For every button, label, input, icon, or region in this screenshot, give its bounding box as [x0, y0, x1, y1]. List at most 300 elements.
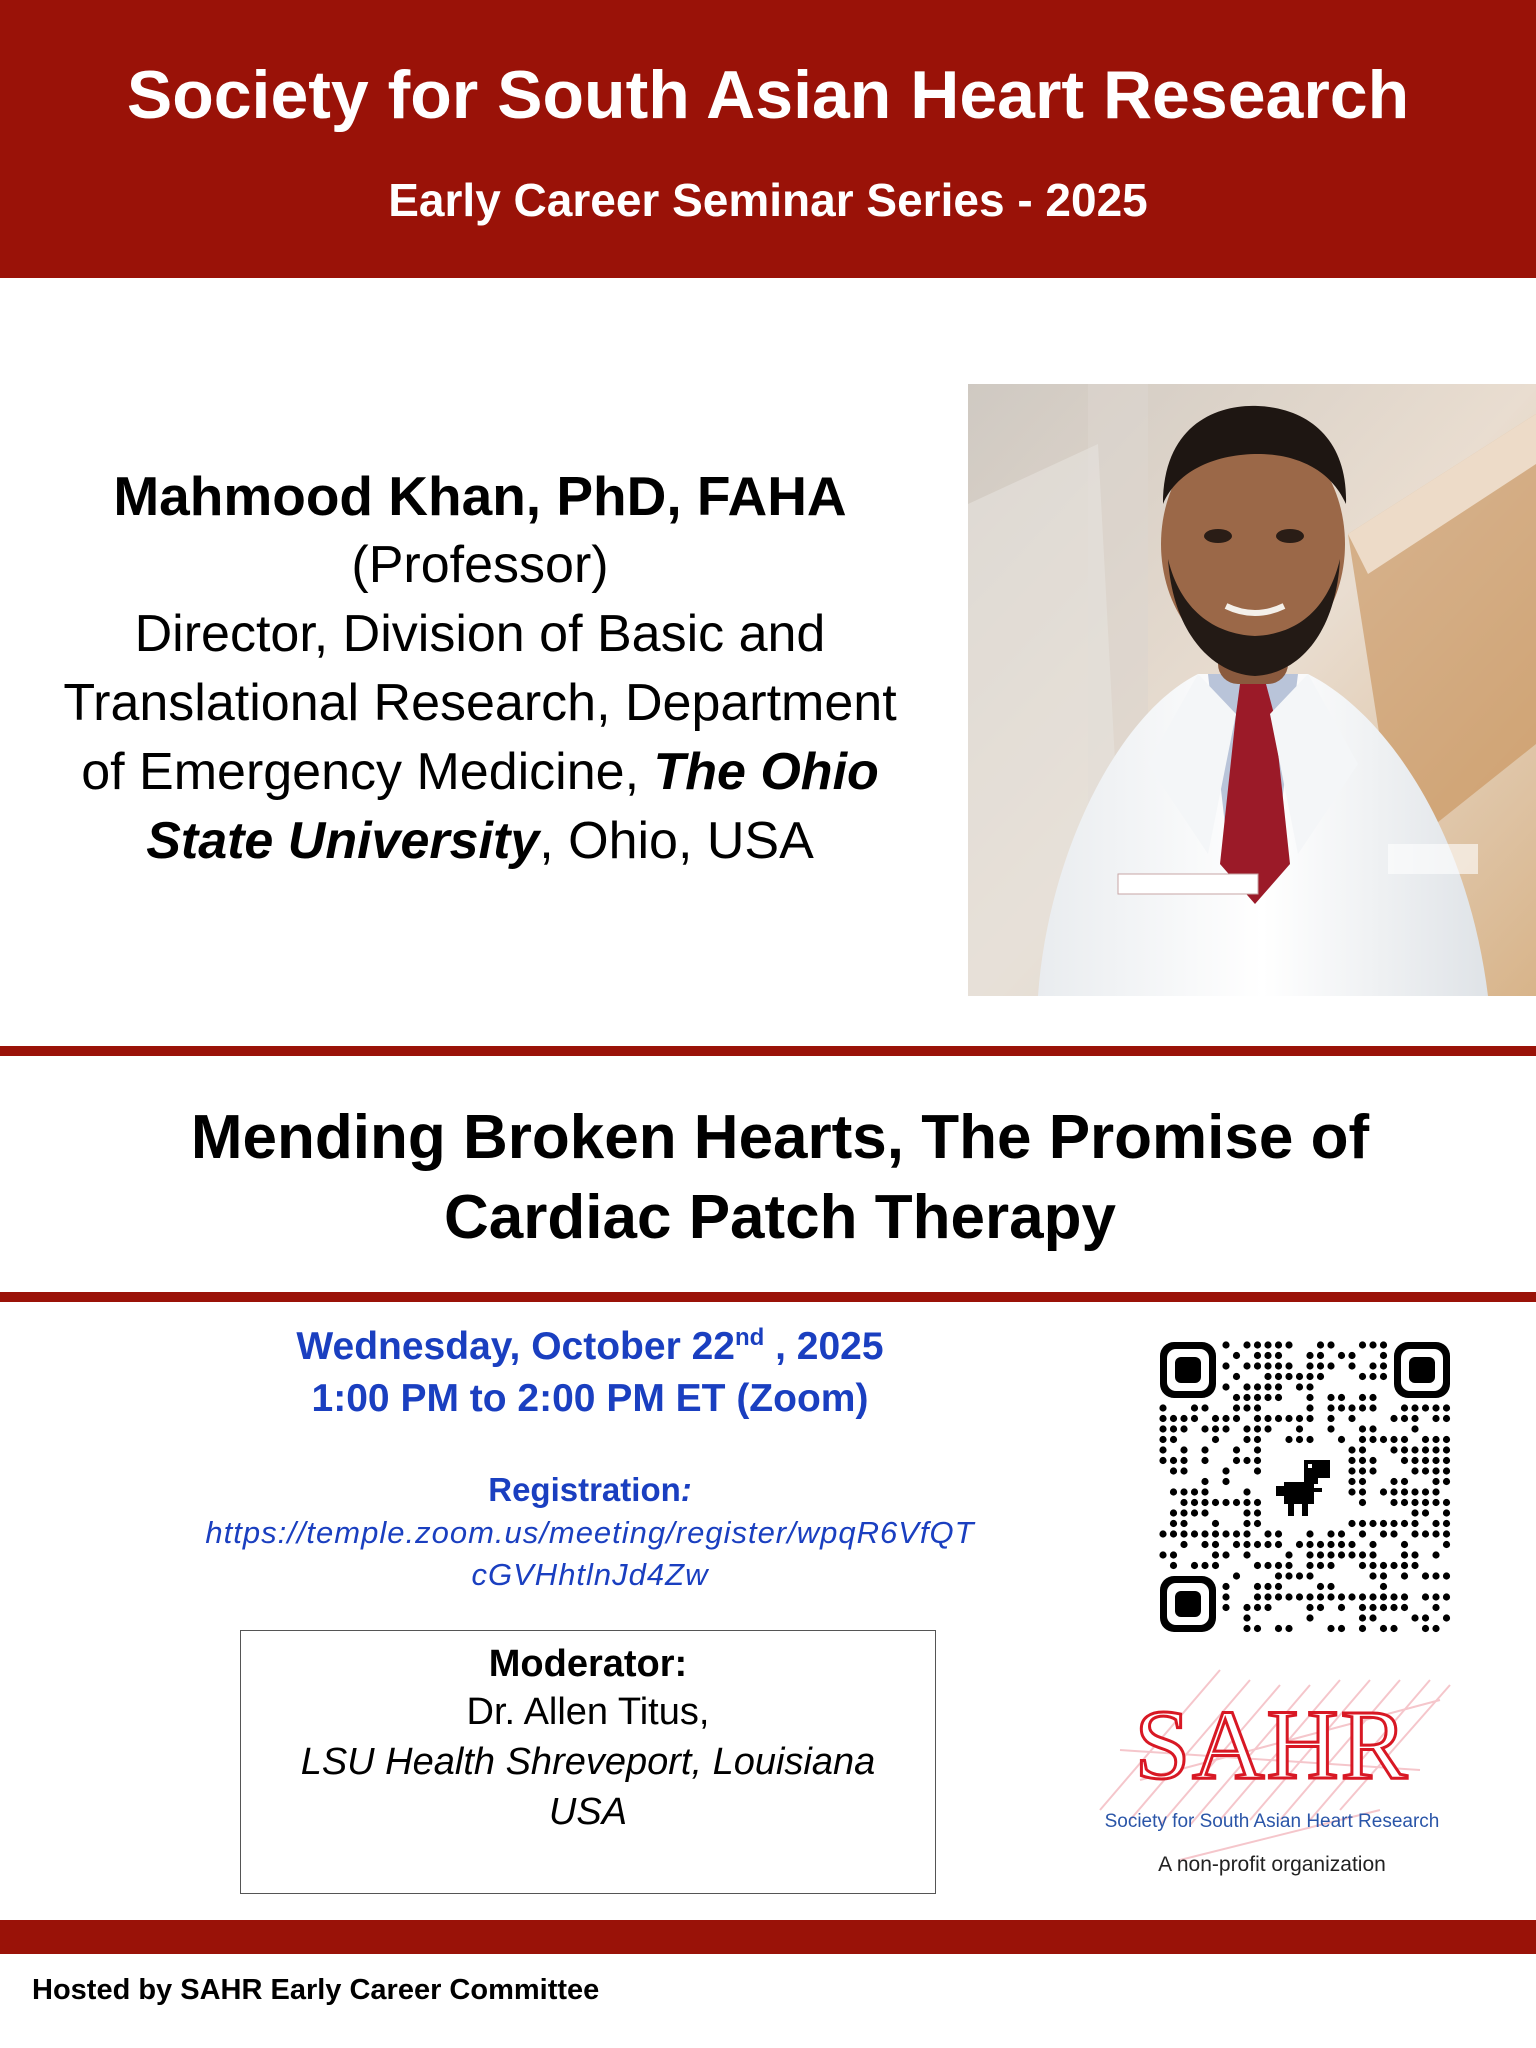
qr-module [1191, 1509, 1198, 1516]
qr-module [1254, 1352, 1261, 1359]
qr-module [1369, 1520, 1376, 1527]
qr-module [1306, 1436, 1313, 1443]
qr-module [1306, 1530, 1313, 1537]
qr-module [1401, 1499, 1408, 1506]
qr-module [1348, 1488, 1355, 1495]
qr-module [1191, 1415, 1198, 1422]
qr-module [1369, 1373, 1376, 1380]
qr-module [1243, 1541, 1250, 1548]
qr-module [1222, 1341, 1229, 1348]
qr-module [1306, 1572, 1313, 1579]
qr-module [1443, 1415, 1450, 1422]
qr-module [1285, 1572, 1292, 1579]
qr-module [1264, 1352, 1271, 1359]
qr-module [1254, 1541, 1261, 1548]
qr-module [1369, 1436, 1376, 1443]
qr-module [1201, 1404, 1208, 1411]
qr-module [1380, 1352, 1387, 1359]
qr-module [1348, 1446, 1355, 1453]
event-date [200, 1312, 980, 1373]
event-date-year: , 2025 [764, 1325, 884, 1368]
qr-module [1243, 1551, 1250, 1558]
qr-module [1201, 1509, 1208, 1516]
qr-module [1222, 1499, 1229, 1506]
qr-module [1159, 1457, 1166, 1464]
qr-module [1432, 1572, 1439, 1579]
qr-module [1180, 1509, 1187, 1516]
qr-module [1443, 1520, 1450, 1527]
qr-module [1359, 1394, 1366, 1401]
qr-module [1411, 1520, 1418, 1527]
qr-module [1201, 1425, 1208, 1432]
qr-module [1264, 1383, 1271, 1390]
qr-module [1180, 1425, 1187, 1432]
qr-module [1390, 1478, 1397, 1485]
qr-module [1317, 1583, 1324, 1590]
qr-module [1443, 1593, 1450, 1600]
logo-subtitle: Society for South Asian Heart Research [1104, 1811, 1440, 1832]
qr-finder-top-right [1394, 1342, 1450, 1398]
qr-module [1264, 1415, 1271, 1422]
qr-module [1233, 1541, 1240, 1548]
qr-module [1380, 1593, 1387, 1600]
qr-module [1432, 1446, 1439, 1453]
registration-colon: : [680, 1471, 692, 1508]
qr-module [1191, 1488, 1198, 1495]
qr-module [1222, 1467, 1229, 1474]
qr-module [1212, 1436, 1219, 1443]
qr-module [1411, 1530, 1418, 1537]
qr-module [1411, 1509, 1418, 1516]
qr-module [1390, 1520, 1397, 1527]
qr-module [1432, 1436, 1439, 1443]
dinosaur-icon [1270, 1452, 1340, 1522]
qr-module [1422, 1593, 1429, 1600]
speaker-name: Mahmood Khan, PhD, FAHA [113, 465, 847, 527]
qr-module [1243, 1457, 1250, 1464]
speaker-location: , Ohio, USA [539, 812, 814, 870]
qr-module [1191, 1530, 1198, 1537]
qr-module [1212, 1499, 1219, 1506]
qr-module [1380, 1373, 1387, 1380]
qr-module [1191, 1404, 1198, 1411]
qr-module [1222, 1583, 1229, 1590]
qr-module [1317, 1341, 1324, 1348]
qr-module [1201, 1446, 1208, 1453]
qr-module [1170, 1415, 1177, 1422]
qr-module [1369, 1341, 1376, 1348]
qr-module [1306, 1541, 1313, 1548]
qr-module [1264, 1593, 1271, 1600]
qr-module [1180, 1446, 1187, 1453]
registration-label: Registration [488, 1471, 681, 1508]
qr-module [1422, 1530, 1429, 1537]
qr-module [1432, 1530, 1439, 1537]
speaker-photo [968, 384, 1536, 996]
qr-module [1275, 1383, 1282, 1390]
qr-module [1170, 1520, 1177, 1527]
qr-module [1159, 1446, 1166, 1453]
logo-wordmark: SAHR [1134, 1689, 1410, 1800]
qr-module [1359, 1404, 1366, 1411]
speaker-role-line2: Translational Research, Department [63, 674, 897, 732]
qr-module [1212, 1530, 1219, 1537]
qr-module [1380, 1583, 1387, 1590]
qr-module [1285, 1562, 1292, 1569]
moderator-heading: Moderator: [488, 1643, 688, 1685]
qr-module [1243, 1425, 1250, 1432]
qr-module [1359, 1562, 1366, 1569]
qr-module [1275, 1362, 1282, 1369]
qr-module [1338, 1530, 1345, 1537]
qr-module [1212, 1551, 1219, 1558]
qr-module [1191, 1499, 1198, 1506]
qr-module [1390, 1625, 1397, 1632]
qr-module [1285, 1362, 1292, 1369]
qr-module [1233, 1394, 1240, 1401]
qr-module [1296, 1593, 1303, 1600]
qr-module [1285, 1593, 1292, 1600]
qr-module [1212, 1425, 1219, 1432]
qr-module [1306, 1373, 1313, 1380]
qr-module [1233, 1457, 1240, 1464]
qr-module [1327, 1551, 1334, 1558]
qr-module [1401, 1404, 1408, 1411]
qr-module [1275, 1593, 1282, 1600]
qr-module [1338, 1436, 1345, 1443]
qr-module [1222, 1593, 1229, 1600]
qr-module [1222, 1362, 1229, 1369]
qr-module [1359, 1436, 1366, 1443]
qr-module [1306, 1352, 1313, 1359]
qr-module [1285, 1551, 1292, 1558]
qr-module [1264, 1583, 1271, 1590]
qr-module [1317, 1541, 1324, 1548]
logo-tagline: A non-profit organization [1158, 1853, 1386, 1876]
qr-module [1422, 1457, 1429, 1464]
qr-module [1233, 1373, 1240, 1380]
qr-module [1317, 1551, 1324, 1558]
qr-module [1411, 1551, 1418, 1558]
qr-module [1306, 1614, 1313, 1621]
moderator-country: USA [548, 1791, 628, 1833]
qr-module [1338, 1404, 1345, 1411]
qr-module [1432, 1404, 1439, 1411]
qr-module [1191, 1562, 1198, 1569]
qr-module [1432, 1457, 1439, 1464]
qr-module [1222, 1530, 1229, 1537]
qr-module [1443, 1404, 1450, 1411]
qr-module [1327, 1625, 1334, 1632]
qr-module [1411, 1562, 1418, 1569]
qr-module [1254, 1425, 1261, 1432]
qr-module [1359, 1499, 1366, 1506]
qr-module [1443, 1499, 1450, 1506]
qr-module [1254, 1520, 1261, 1527]
qr-module [1369, 1604, 1376, 1611]
qr-module [1180, 1520, 1187, 1527]
qr-module [1390, 1446, 1397, 1453]
qr-module [1306, 1551, 1313, 1558]
qr-module [1254, 1415, 1261, 1422]
header-banner [0, 0, 1536, 278]
qr-module [1401, 1551, 1408, 1558]
qr-module [1159, 1415, 1166, 1422]
qr-module [1233, 1499, 1240, 1506]
event-date-suffix: nd [734, 1324, 765, 1351]
qr-module [1170, 1457, 1177, 1464]
qr-module [1275, 1625, 1282, 1632]
qr-module [1254, 1583, 1261, 1590]
qr-module [1243, 1362, 1250, 1369]
qr-module [1359, 1478, 1366, 1485]
qr-module [1327, 1362, 1334, 1369]
qr-module [1222, 1425, 1229, 1432]
qr-module [1254, 1467, 1261, 1474]
qr-module [1264, 1373, 1271, 1380]
qr-module [1306, 1415, 1313, 1422]
qr-module [1306, 1604, 1313, 1611]
qr-module [1296, 1436, 1303, 1443]
qr-module [1254, 1562, 1261, 1569]
qr-module [1201, 1530, 1208, 1537]
qr-module [1348, 1467, 1355, 1474]
qr-module [1170, 1436, 1177, 1443]
speaker-portrait-illustration [968, 384, 1536, 996]
speaker-institution-part1: The Ohio [653, 743, 879, 801]
qr-module [1201, 1478, 1208, 1485]
qr-module [1285, 1625, 1292, 1632]
qr-module [1359, 1520, 1366, 1527]
qr-module [1296, 1383, 1303, 1390]
qr-module [1380, 1362, 1387, 1369]
qr-module [1243, 1509, 1250, 1516]
qr-module [1411, 1404, 1418, 1411]
qr-module [1432, 1478, 1439, 1485]
qr-module [1380, 1436, 1387, 1443]
qr-module [1212, 1562, 1219, 1569]
qr-module [1233, 1572, 1240, 1579]
qr-module [1327, 1425, 1334, 1432]
qr-module [1380, 1562, 1387, 1569]
qr-module [1401, 1520, 1408, 1527]
qr-module [1359, 1625, 1366, 1632]
qr-module [1348, 1541, 1355, 1548]
speaker-title: (Professor) [351, 536, 609, 594]
qr-module [1243, 1488, 1250, 1495]
qr-module [1264, 1562, 1271, 1569]
qr-module [1254, 1625, 1261, 1632]
qr-module [1348, 1352, 1355, 1359]
qr-module [1201, 1488, 1208, 1495]
qr-module [1212, 1520, 1219, 1527]
qr-module [1201, 1499, 1208, 1506]
qr-module [1422, 1625, 1429, 1632]
qr-module [1359, 1425, 1366, 1432]
qr-module [1296, 1541, 1303, 1548]
qr-module [1432, 1488, 1439, 1495]
qr-module [1338, 1551, 1345, 1558]
qr-module [1432, 1499, 1439, 1506]
qr-module [1233, 1404, 1240, 1411]
qr-module [1180, 1530, 1187, 1537]
qr-module [1348, 1478, 1355, 1485]
qr-code-graphic [1158, 1340, 1452, 1634]
qr-module [1233, 1415, 1240, 1422]
qr-module [1254, 1593, 1261, 1600]
registration-url-line1: https://temple.zoom.us/meeting/register/wpqR6VfQT [205, 1515, 975, 1550]
qr-module [1338, 1593, 1345, 1600]
series-title: Early Career Seminar Series - 2025 [388, 174, 1148, 226]
qr-module [1254, 1362, 1261, 1369]
qr-module [1443, 1478, 1450, 1485]
qr-module [1411, 1467, 1418, 1474]
qr-module [1327, 1404, 1334, 1411]
qr-module [1306, 1394, 1313, 1401]
qr-module [1222, 1551, 1229, 1558]
qr-module [1369, 1562, 1376, 1569]
qr-module [1390, 1604, 1397, 1611]
qr-module [1201, 1541, 1208, 1548]
talk-title-line2: Cardiac Patch Therapy [444, 1183, 1116, 1252]
qr-module [1422, 1488, 1429, 1495]
organization-title: Society for South Asian Heart Research [126, 57, 1410, 133]
qr-module [1443, 1509, 1450, 1516]
qr-module [1233, 1446, 1240, 1453]
qr-module [1275, 1572, 1282, 1579]
qr-module [1254, 1383, 1261, 1390]
qr-module [1359, 1593, 1366, 1600]
qr-module [1390, 1593, 1397, 1600]
qr-module [1275, 1530, 1282, 1537]
qr-module [1275, 1415, 1282, 1422]
qr-module [1359, 1530, 1366, 1537]
qr-module [1296, 1373, 1303, 1380]
qr-module [1180, 1457, 1187, 1464]
qr-module [1275, 1352, 1282, 1359]
qr-module [1296, 1572, 1303, 1579]
qr-module [1159, 1551, 1166, 1558]
qr-module [1327, 1593, 1334, 1600]
qr-module [1443, 1467, 1450, 1474]
speaker-role-line1: Director, Division of Basic and [134, 605, 826, 663]
qr-module [1422, 1509, 1429, 1516]
qr-module [1222, 1415, 1229, 1422]
qr-module [1264, 1341, 1271, 1348]
qr-module [1369, 1467, 1376, 1474]
qr-module [1432, 1520, 1439, 1527]
qr-module [1285, 1341, 1292, 1348]
qr-module [1180, 1499, 1187, 1506]
qr-module [1243, 1341, 1250, 1348]
qr-module [1390, 1415, 1397, 1422]
qr-module [1348, 1593, 1355, 1600]
qr-module [1422, 1446, 1429, 1453]
moderator-name: Dr. Allen Titus, [466, 1691, 710, 1733]
qr-module [1401, 1457, 1408, 1464]
divider-top [0, 1046, 1536, 1056]
qr-module [1264, 1362, 1271, 1369]
qr-module [1254, 1436, 1261, 1443]
qr-module [1222, 1478, 1229, 1485]
speaker-role-line4 [0, 807, 960, 876]
qr-module [1180, 1488, 1187, 1495]
speaker-institution-part2: State University [146, 812, 540, 870]
qr-module [1275, 1541, 1282, 1548]
qr-module [1170, 1467, 1177, 1474]
qr-module [1369, 1614, 1376, 1621]
qr-module [1348, 1457, 1355, 1464]
qr-module [1327, 1541, 1334, 1548]
qr-module [1380, 1341, 1387, 1348]
qr-module [1243, 1394, 1250, 1401]
qr-module [1443, 1614, 1450, 1621]
qr-module [1275, 1341, 1282, 1348]
qr-module [1380, 1488, 1387, 1495]
qr-module [1401, 1604, 1408, 1611]
footer-band [0, 1920, 1536, 1954]
qr-module [1264, 1425, 1271, 1432]
qr-finder-top-left [1160, 1342, 1216, 1398]
qr-module [1359, 1614, 1366, 1621]
qr-module [1159, 1404, 1166, 1411]
qr-module [1275, 1373, 1282, 1380]
moderator-affiliation: LSU Health Shreveport, Louisiana [300, 1741, 876, 1783]
qr-module [1359, 1551, 1366, 1558]
qr-module [1443, 1457, 1450, 1464]
qr-module [1338, 1352, 1345, 1359]
qr-module [1390, 1436, 1397, 1443]
registration-link[interactable] [120, 1512, 1060, 1596]
qr-module [1359, 1341, 1366, 1348]
qr-module [1180, 1467, 1187, 1474]
registration-label-row [200, 1468, 980, 1512]
qr-module [1380, 1625, 1387, 1632]
qr-module [1327, 1341, 1334, 1348]
speaker-info [0, 462, 960, 876]
qr-module [1159, 1425, 1166, 1432]
qr-module [1369, 1457, 1376, 1464]
qr-module [1254, 1446, 1261, 1453]
qr-module [1443, 1530, 1450, 1537]
qr-module [1254, 1394, 1261, 1401]
qr-module [1306, 1562, 1313, 1569]
qr-module [1369, 1404, 1376, 1411]
qr-module [1327, 1562, 1334, 1569]
qr-module [1243, 1520, 1250, 1527]
qr-module [1338, 1604, 1345, 1611]
qr-module [1243, 1614, 1250, 1621]
qr-module [1443, 1541, 1450, 1548]
qr-module [1170, 1425, 1177, 1432]
qr-module [1390, 1488, 1397, 1495]
qr-module [1401, 1488, 1408, 1495]
qr-module [1317, 1373, 1324, 1380]
qr-module [1432, 1415, 1439, 1422]
registration-qr-code[interactable] [1158, 1340, 1452, 1634]
qr-module [1411, 1446, 1418, 1453]
qr-module [1170, 1530, 1177, 1537]
talk-title-line1: Mending Broken Hearts, The Promise of [190, 1103, 1370, 1172]
qr-module [1338, 1625, 1345, 1632]
qr-module [1243, 1625, 1250, 1632]
qr-module [1411, 1415, 1418, 1422]
qr-module [1306, 1362, 1313, 1369]
qr-module [1359, 1488, 1366, 1495]
sahr-logo [1080, 1660, 1464, 1896]
qr-module [1285, 1415, 1292, 1422]
qr-module [1306, 1404, 1313, 1411]
